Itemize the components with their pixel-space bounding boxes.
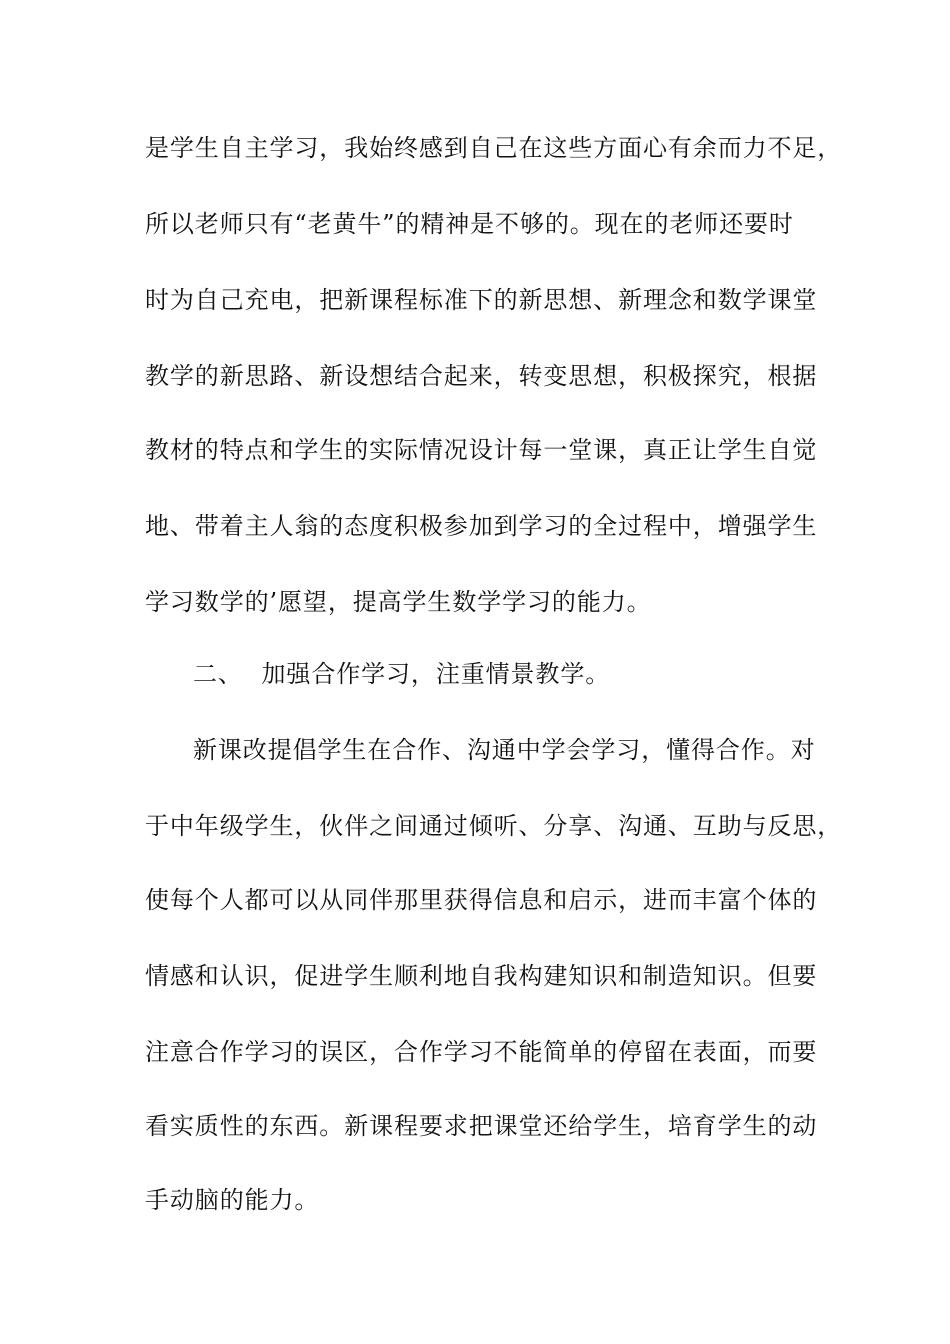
paragraph-line: 教材的特点和学生的实际情况设计每一堂课，真正让学生自觉 xyxy=(145,436,818,464)
paragraph-line: 是学生自主学习，我始终感到自己在这些方面心有余而力不足， xyxy=(145,134,843,162)
paragraph-line: 学习数学的’愿望，提高学生数学学习的能力。 xyxy=(145,588,652,616)
paragraph-line: 所以老师只有“老黄牛”的精神是不够的。现在的老师还要时 xyxy=(145,210,794,238)
paragraph-line: 使每个人都可以从同伴那里获得信息和启示，进而丰富个体的 xyxy=(145,886,818,914)
paragraph-line: 手动脑的能力。 xyxy=(145,1186,320,1214)
paragraph-line: 地、带着主人翁的态度积极参加到学习的全过程中，增强学生 xyxy=(145,512,818,540)
paragraph-line: 于中年级学生，伙伴之间通过倾听、分享、沟通、互助与反思， xyxy=(145,812,843,840)
paragraph-line: 看实质性的东西。新课程要求把课堂还给学生，培育学生的动 xyxy=(145,1112,818,1140)
paragraph-line: 教学的新思路、新设想结合起来，转变思想，积极探究，根据 xyxy=(145,362,818,390)
section-heading xyxy=(193,654,883,694)
paragraph-line: 新课改提倡学生在合作、沟通中学会学习，懂得合作。对 xyxy=(193,736,816,764)
paragraph-line: 注意合作学习的误区，合作学习不能简单的停留在表面，而要 xyxy=(145,1038,818,1066)
section-title: 加强合作学习，注重情景教学。 xyxy=(261,660,611,688)
paragraph-line: 情感和认识，促进学生顺利地自我构建知识和制造知识。但要 xyxy=(145,962,818,990)
section-number: 二、 xyxy=(193,660,243,688)
paragraph-line: 时为自己充电，把新课程标准下的新思想、新理念和数学课堂 xyxy=(145,286,818,314)
